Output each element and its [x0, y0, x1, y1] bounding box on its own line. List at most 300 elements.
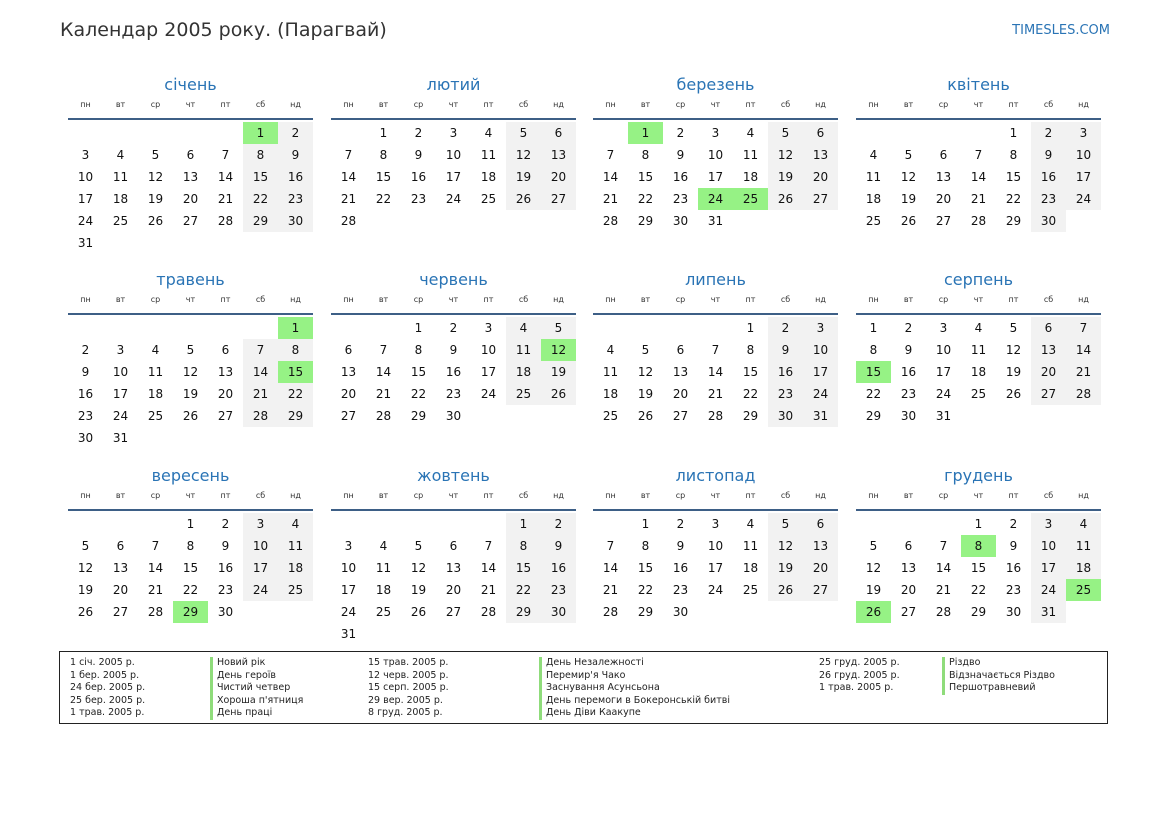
day-cell: 16	[445, 365, 462, 379]
day-cell: 14	[1066, 339, 1101, 361]
legend-date: 8 груд. 2005 р.	[368, 707, 443, 719]
empty-cell	[138, 122, 173, 144]
day-cell: 9	[541, 535, 576, 557]
weekday-label: вт	[903, 491, 914, 500]
day-cell: 13	[541, 144, 576, 166]
legend-date: 25 груд. 2005 р.	[819, 657, 900, 668]
weekday-label: вт	[640, 295, 651, 304]
day-cell: 23	[410, 192, 427, 206]
day-cell: 9	[904, 343, 913, 357]
weekday-label: вт	[378, 491, 389, 500]
day-cell: 16	[672, 170, 689, 184]
empty-cell	[891, 122, 926, 144]
day-cell: 16	[77, 387, 94, 401]
day-cell: 24	[1031, 579, 1066, 601]
day-cell: 14	[243, 361, 278, 383]
holiday-legend	[59, 651, 1108, 724]
day-cell: 28	[340, 214, 357, 228]
day-cell: 28	[707, 409, 724, 423]
day-cell: 15	[1005, 170, 1022, 184]
day-cell: 13	[112, 561, 129, 575]
weekday-label: вт	[378, 295, 389, 304]
day-cell: 20	[445, 583, 462, 597]
legend-date: 1 трав. 2005 р.	[70, 707, 145, 719]
day-cell: 2	[541, 513, 576, 535]
day-cell: 30	[1005, 605, 1022, 619]
empty-cell	[68, 122, 103, 144]
empty-cell	[208, 122, 243, 144]
day-cell: 21	[602, 192, 619, 206]
empty-cell	[208, 317, 243, 339]
legend-holiday: Чистий четвер	[210, 682, 303, 695]
month-name: вересень	[151, 466, 230, 485]
empty-cell	[331, 122, 366, 144]
weekday-label: ср	[938, 491, 949, 500]
month-block	[331, 266, 576, 427]
empty-cell	[436, 513, 471, 535]
day-cell: 1	[414, 321, 423, 335]
day-cell: 25	[112, 214, 129, 228]
day-cell: 24	[243, 579, 278, 601]
day-cell: 12	[506, 144, 541, 166]
day-cell: 4	[746, 126, 755, 140]
day-cell: 7	[484, 539, 493, 553]
day-grid	[331, 317, 576, 427]
page-title: Календар 2005 року. (Парагвай)	[60, 19, 387, 41]
day-cell: 19	[541, 361, 576, 383]
day-cell: 27	[803, 188, 838, 210]
weekday-label: пт	[220, 295, 231, 304]
day-cell: 18	[865, 192, 882, 206]
weekday-header	[331, 490, 576, 511]
day-cell: 20	[112, 583, 129, 597]
empty-cell	[331, 317, 366, 339]
day-cell: 24	[112, 409, 129, 423]
day-cell: 27	[900, 605, 917, 619]
day-cell: 22	[637, 583, 654, 597]
day-cell: 2	[278, 122, 313, 144]
day-cell: 13	[803, 144, 838, 166]
day-cell: 30	[541, 601, 576, 623]
day-cell: 20	[803, 557, 838, 579]
day-cell: 18	[278, 557, 313, 579]
day-cell: 8	[869, 343, 878, 357]
day-grid	[856, 513, 1101, 623]
legend-date: 12 черв. 2005 р.	[368, 669, 449, 681]
day-grid	[68, 317, 313, 449]
day-grid	[331, 122, 576, 232]
day-cell: 2	[414, 126, 423, 140]
month-name: грудень	[944, 466, 1013, 485]
day-cell: 23	[445, 387, 462, 401]
weekday-label: чт	[448, 295, 459, 304]
day-cell: 6	[449, 539, 458, 553]
month-block	[593, 266, 838, 427]
day-cell: 29	[506, 601, 541, 623]
weekday-label: пн	[80, 295, 91, 304]
day-cell: 23	[541, 579, 576, 601]
weekday-label: сб	[518, 295, 529, 304]
day-cell: 3	[116, 343, 125, 357]
legend-date: 1 трав. 2005 р.	[819, 682, 894, 694]
weekday-label: ср	[675, 100, 686, 109]
legend-names-col-3	[942, 657, 1055, 695]
day-cell: 4	[974, 321, 983, 335]
day-cell: 28	[1066, 383, 1101, 405]
day-cell: 18	[506, 361, 541, 383]
month-block	[856, 462, 1101, 623]
day-cell: 25	[375, 605, 392, 619]
day-cell: 2	[904, 321, 913, 335]
day-cell: 22	[506, 579, 541, 601]
day-cell: 23	[672, 583, 689, 597]
day-cell: 20	[672, 387, 689, 401]
day-cell: 16	[768, 361, 803, 383]
empty-cell	[663, 317, 698, 339]
day-cell: 6	[1031, 317, 1066, 339]
day-cell: 6	[803, 122, 838, 144]
day-cell: 23	[1031, 188, 1066, 210]
empty-cell	[926, 513, 961, 535]
weekday-label: ср	[938, 295, 949, 304]
empty-cell	[366, 317, 401, 339]
day-cell: 29	[1005, 214, 1022, 228]
legend-holiday: День героїв	[210, 670, 303, 683]
day-cell: 12	[77, 561, 94, 575]
holiday-day: 25	[733, 188, 768, 210]
day-cell: 15	[637, 170, 654, 184]
day-cell: 8	[278, 339, 313, 361]
day-grid	[593, 122, 838, 232]
month-block	[68, 266, 313, 449]
day-cell: 19	[77, 583, 94, 597]
day-cell: 17	[77, 192, 94, 206]
day-cell: 22	[182, 583, 199, 597]
day-cell: 25	[865, 214, 882, 228]
day-cell: 29	[865, 409, 882, 423]
day-cell: 29	[243, 210, 278, 232]
day-cell: 5	[81, 539, 90, 553]
day-grid	[68, 513, 313, 623]
day-cell: 9	[676, 148, 685, 162]
day-cell: 20	[1031, 361, 1066, 383]
day-cell: 24	[445, 192, 462, 206]
weekday-label: пт	[745, 100, 756, 109]
day-cell: 21	[375, 387, 392, 401]
day-cell: 15	[182, 561, 199, 575]
day-cell: 10	[480, 343, 497, 357]
day-cell: 2	[81, 343, 90, 357]
day-cell: 11	[742, 148, 759, 162]
day-cell: 20	[182, 192, 199, 206]
day-grid	[593, 513, 838, 623]
day-cell: 7	[606, 539, 615, 553]
day-cell: 5	[186, 343, 195, 357]
day-cell: 26	[410, 605, 427, 619]
day-cell: 23	[900, 387, 917, 401]
weekday-label: пт	[745, 491, 756, 500]
day-cell: 12	[768, 144, 803, 166]
day-cell: 4	[379, 539, 388, 553]
weekday-label: ср	[150, 295, 161, 304]
day-cell: 30	[445, 409, 462, 423]
holiday-day: 8	[961, 535, 996, 557]
day-cell: 16	[672, 561, 689, 575]
weekday-label: сб	[780, 100, 791, 109]
weekday-label: ср	[938, 100, 949, 109]
day-cell: 23	[768, 383, 803, 405]
weekday-label: чт	[710, 295, 721, 304]
day-cell: 7	[939, 539, 948, 553]
day-cell: 9	[1031, 144, 1066, 166]
day-cell: 15	[970, 561, 987, 575]
weekday-label: пт	[220, 100, 231, 109]
weekday-label: сб	[255, 295, 266, 304]
holiday-day: 15	[856, 361, 891, 383]
weekday-header	[593, 490, 838, 511]
day-cell: 17	[480, 365, 497, 379]
day-cell: 5	[768, 513, 803, 535]
month-name: січень	[164, 75, 217, 94]
day-cell: 29	[637, 605, 654, 619]
day-cell: 5	[768, 122, 803, 144]
day-cell: 21	[970, 192, 987, 206]
day-cell: 6	[541, 122, 576, 144]
weekday-header	[856, 490, 1101, 511]
legend-holiday: Перемир'я Чако	[539, 670, 730, 683]
empty-cell	[593, 122, 628, 144]
month-name: березень	[676, 75, 755, 94]
day-grid	[68, 122, 313, 254]
day-cell: 16	[900, 365, 917, 379]
day-cell: 28	[480, 605, 497, 619]
empty-cell	[366, 513, 401, 535]
weekday-label: сб	[518, 100, 529, 109]
day-cell: 16	[1005, 561, 1022, 575]
legend-holiday: Хороша п'ятниця	[210, 695, 303, 708]
day-cell: 21	[340, 192, 357, 206]
legend-date: 1 січ. 2005 р.	[70, 657, 135, 668]
empty-cell	[173, 122, 208, 144]
month-block	[331, 71, 576, 232]
day-cell: 26	[900, 214, 917, 228]
day-cell: 21	[147, 583, 164, 597]
legend-holiday: Заснування Асунсьона	[539, 682, 730, 695]
month-name: травень	[156, 270, 225, 289]
empty-cell	[891, 513, 926, 535]
day-cell: 27	[803, 579, 838, 601]
weekday-label: нд	[290, 295, 301, 304]
day-cell: 15	[637, 561, 654, 575]
empty-cell	[68, 513, 103, 535]
day-cell: 11	[970, 343, 987, 357]
day-cell: 13	[182, 170, 199, 184]
day-cell: 14	[935, 561, 952, 575]
day-cell: 5	[541, 317, 576, 339]
empty-cell	[593, 513, 628, 535]
empty-cell	[856, 513, 891, 535]
day-cell: 14	[375, 365, 392, 379]
day-cell: 3	[1066, 122, 1101, 144]
weekday-label: нд	[1078, 295, 1089, 304]
day-cell: 7	[221, 148, 230, 162]
day-cell: 6	[186, 148, 195, 162]
day-cell: 26	[1005, 387, 1022, 401]
day-cell: 2	[676, 126, 685, 140]
day-cell: 26	[541, 383, 576, 405]
day-cell: 17	[1066, 166, 1101, 188]
day-cell: 13	[803, 535, 838, 557]
holiday-day: 29	[173, 601, 208, 623]
weekday-label: пт	[1008, 491, 1019, 500]
day-cell: 1	[974, 517, 983, 531]
legend-date: 26 груд. 2005 р.	[819, 669, 900, 681]
day-cell: 18	[970, 365, 987, 379]
day-cell: 28	[217, 214, 234, 228]
day-cell: 24	[480, 387, 497, 401]
weekday-label: вт	[903, 295, 914, 304]
weekday-label: нд	[815, 100, 826, 109]
day-cell: 12	[147, 170, 164, 184]
weekday-label: вт	[640, 491, 651, 500]
day-cell: 30	[278, 210, 313, 232]
day-cell: 3	[484, 321, 493, 335]
day-cell: 17	[1031, 557, 1066, 579]
day-cell: 14	[707, 365, 724, 379]
legend-date: 15 серп. 2005 р.	[368, 682, 449, 694]
day-cell: 27	[340, 409, 357, 423]
day-cell: 12	[865, 561, 882, 575]
day-cell: 6	[116, 539, 125, 553]
day-cell: 20	[803, 166, 838, 188]
weekday-label: пт	[1008, 295, 1019, 304]
day-cell: 4	[151, 343, 160, 357]
day-cell: 8	[746, 343, 755, 357]
day-cell: 29	[410, 409, 427, 423]
day-cell: 13	[217, 365, 234, 379]
day-cell: 5	[641, 343, 650, 357]
weekday-label: вт	[115, 295, 126, 304]
day-cell: 27	[182, 214, 199, 228]
day-cell: 17	[445, 170, 462, 184]
day-cell: 26	[768, 188, 803, 210]
month-name: жовтень	[417, 466, 490, 485]
day-cell: 1	[746, 321, 755, 335]
day-cell: 13	[1031, 339, 1066, 361]
day-cell: 12	[768, 535, 803, 557]
day-cell: 19	[147, 192, 164, 206]
empty-cell	[961, 122, 996, 144]
day-cell: 9	[414, 148, 423, 162]
month-name: липень	[685, 270, 746, 289]
day-cell: 19	[637, 387, 654, 401]
day-cell: 30	[768, 405, 803, 427]
day-cell: 7	[151, 539, 160, 553]
day-cell: 22	[637, 192, 654, 206]
weekday-label: чт	[973, 491, 984, 500]
weekday-label: сб	[518, 491, 529, 500]
weekday-label: нд	[553, 295, 564, 304]
weekday-header	[331, 294, 576, 315]
day-cell: 14	[147, 561, 164, 575]
weekday-label: сб	[780, 491, 791, 500]
day-cell: 4	[484, 126, 493, 140]
day-cell: 25	[742, 583, 759, 597]
weekday-label: ср	[150, 491, 161, 500]
weekday-label: пн	[605, 295, 616, 304]
weekday-label: чт	[448, 100, 459, 109]
month-block	[856, 71, 1101, 232]
day-cell: 11	[742, 539, 759, 553]
day-cell: 2	[449, 321, 458, 335]
day-cell: 23	[1005, 583, 1022, 597]
legend-holiday: День Незалежності	[539, 657, 730, 670]
day-grid	[593, 317, 838, 427]
day-cell: 14	[602, 170, 619, 184]
day-cell: 1	[186, 517, 195, 531]
day-cell: 4	[606, 343, 615, 357]
legend-date: 29 вер. 2005 р.	[368, 694, 443, 706]
day-cell: 11	[480, 148, 497, 162]
holiday-day: 24	[698, 188, 733, 210]
weekday-header	[68, 99, 313, 120]
day-cell: 11	[375, 561, 392, 575]
day-cell: 3	[344, 539, 353, 553]
weekday-label: вт	[640, 100, 651, 109]
weekday-label: ср	[675, 295, 686, 304]
day-cell: 21	[217, 192, 234, 206]
day-cell: 26	[182, 409, 199, 423]
day-cell: 21	[707, 387, 724, 401]
weekday-label: пт	[745, 295, 756, 304]
empty-cell	[173, 317, 208, 339]
day-cell: 30	[217, 605, 234, 619]
day-cell: 4	[278, 513, 313, 535]
day-cell: 25	[480, 192, 497, 206]
empty-cell	[243, 317, 278, 339]
weekday-label: пн	[343, 491, 354, 500]
day-cell: 12	[900, 170, 917, 184]
day-cell: 10	[340, 561, 357, 575]
month-block	[68, 462, 313, 623]
day-cell: 28	[147, 605, 164, 619]
day-cell: 25	[147, 409, 164, 423]
day-cell: 5	[151, 148, 160, 162]
day-cell: 7	[243, 339, 278, 361]
brand-link[interactable]: TIMESLES.COM	[1012, 23, 1110, 38]
day-cell: 11	[1066, 535, 1101, 557]
day-cell: 19	[768, 166, 803, 188]
day-cell: 24	[77, 214, 94, 228]
day-cell: 12	[410, 561, 427, 575]
empty-cell	[593, 317, 628, 339]
weekday-label: нд	[553, 100, 564, 109]
weekday-label: нд	[553, 491, 564, 500]
day-cell: 24	[340, 605, 357, 619]
day-cell: 2	[768, 317, 803, 339]
legend-holiday: День Діви Каакупе	[539, 707, 730, 720]
day-cell: 30	[900, 409, 917, 423]
day-cell: 20	[900, 583, 917, 597]
day-cell: 15	[410, 365, 427, 379]
day-cell: 28	[602, 214, 619, 228]
month-block	[593, 462, 838, 623]
empty-cell	[331, 513, 366, 535]
day-cell: 30	[672, 214, 689, 228]
day-cell: 13	[445, 561, 462, 575]
day-grid	[856, 122, 1101, 232]
weekday-label: нд	[1078, 491, 1089, 500]
